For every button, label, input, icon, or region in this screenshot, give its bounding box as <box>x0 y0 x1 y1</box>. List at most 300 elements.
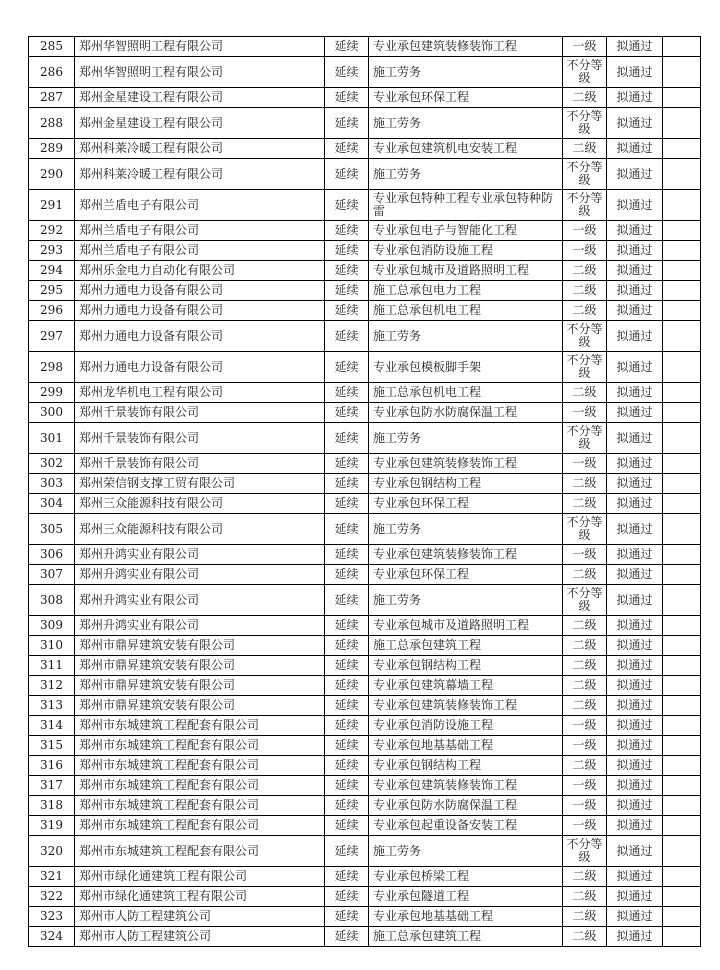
review-result-cell: 拟通过 <box>607 636 663 656</box>
application-type-cell: 延续 <box>325 927 369 947</box>
review-result-cell: 拟通过 <box>607 616 663 636</box>
row-number-cell: 311 <box>29 656 75 676</box>
qualification-scope-cell: 专业承包消防设施工程 <box>369 716 563 736</box>
qualification-scope-cell: 专业承包环保工程 <box>369 494 563 514</box>
remark-cell <box>663 867 701 887</box>
application-type-cell: 延续 <box>325 57 369 88</box>
grade-cell: 二级 <box>563 139 607 159</box>
row-number-cell: 293 <box>29 241 75 261</box>
table-body <box>29 37 701 947</box>
remark-cell <box>663 423 701 454</box>
row-number-cell: 286 <box>29 57 75 88</box>
qualification-scope-cell: 专业承包建筑装修装饰工程 <box>369 545 563 565</box>
remark-cell <box>663 159 701 190</box>
application-type-cell: 延续 <box>325 474 369 494</box>
company-name-cell: 郑州兰盾电子有限公司 <box>75 241 325 261</box>
grade-cell: 二级 <box>563 88 607 108</box>
grade-cell: 一级 <box>563 776 607 796</box>
application-type-cell: 延续 <box>325 836 369 867</box>
review-result-cell: 拟通过 <box>607 221 663 241</box>
review-result-cell: 拟通过 <box>607 352 663 383</box>
table-row <box>29 585 701 616</box>
review-result-cell: 拟通过 <box>607 37 663 57</box>
application-type-cell: 延续 <box>325 383 369 403</box>
remark-cell <box>663 907 701 927</box>
remark-cell <box>663 585 701 616</box>
company-name-cell: 郑州龙华机电工程有限公司 <box>75 383 325 403</box>
review-result-cell: 拟通过 <box>607 836 663 867</box>
application-type-cell: 延续 <box>325 423 369 454</box>
table-row <box>29 139 701 159</box>
qualification-scope-cell: 专业承包电子与智能化工程 <box>369 221 563 241</box>
remark-cell <box>663 565 701 585</box>
review-result-cell: 拟通过 <box>607 108 663 139</box>
remark-cell <box>663 816 701 836</box>
review-result-cell: 拟通过 <box>607 907 663 927</box>
grade-cell: 不分等级 <box>563 57 607 88</box>
remark-cell <box>663 796 701 816</box>
table-row <box>29 454 701 474</box>
application-type-cell: 延续 <box>325 676 369 696</box>
row-number-cell: 287 <box>29 88 75 108</box>
qualification-scope-cell: 专业承包城市及道路照明工程 <box>369 261 563 281</box>
company-name-cell: 郑州市鼎昇建筑安装有限公司 <box>75 656 325 676</box>
table-row <box>29 321 701 352</box>
company-name-cell: 郑州升鸿实业有限公司 <box>75 585 325 616</box>
table-row <box>29 57 701 88</box>
qualification-table-page <box>28 36 700 947</box>
review-result-cell: 拟通过 <box>607 545 663 565</box>
company-name-cell: 郑州力通电力设备有限公司 <box>75 321 325 352</box>
review-result-cell: 拟通过 <box>607 321 663 352</box>
row-number-cell: 292 <box>29 221 75 241</box>
application-type-cell: 延续 <box>325 241 369 261</box>
row-number-cell: 302 <box>29 454 75 474</box>
review-result-cell: 拟通过 <box>607 383 663 403</box>
table-row <box>29 190 701 221</box>
qualification-scope-cell: 施工劳务 <box>369 321 563 352</box>
remark-cell <box>663 321 701 352</box>
company-name-cell: 郑州市东城建筑工程配套有限公司 <box>75 736 325 756</box>
grade-cell: 二级 <box>563 907 607 927</box>
table-row <box>29 616 701 636</box>
application-type-cell: 延续 <box>325 756 369 776</box>
remark-cell <box>663 352 701 383</box>
grade-cell: 二级 <box>563 616 607 636</box>
review-result-cell: 拟通过 <box>607 301 663 321</box>
table-row <box>29 565 701 585</box>
remark-cell <box>663 636 701 656</box>
table-row <box>29 676 701 696</box>
grade-cell: 一级 <box>563 816 607 836</box>
remark-cell <box>663 716 701 736</box>
application-type-cell: 延续 <box>325 636 369 656</box>
table-row <box>29 907 701 927</box>
grade-cell: 二级 <box>563 696 607 716</box>
application-type-cell: 延续 <box>325 281 369 301</box>
application-type-cell: 延续 <box>325 261 369 281</box>
table-row <box>29 403 701 423</box>
qualification-scope-cell: 施工总承包建筑工程 <box>369 636 563 656</box>
remark-cell <box>663 403 701 423</box>
table-row <box>29 383 701 403</box>
review-result-cell: 拟通过 <box>607 514 663 545</box>
table-row <box>29 221 701 241</box>
qualification-scope-cell: 专业承包环保工程 <box>369 88 563 108</box>
company-name-cell: 郑州市绿化通建筑工程有限公司 <box>75 887 325 907</box>
qualification-scope-cell: 专业承包建筑装修装饰工程 <box>369 696 563 716</box>
grade-cell: 一级 <box>563 221 607 241</box>
company-name-cell: 郑州升鸿实业有限公司 <box>75 565 325 585</box>
table-row <box>29 716 701 736</box>
application-type-cell: 延续 <box>325 454 369 474</box>
table-row <box>29 776 701 796</box>
remark-cell <box>663 887 701 907</box>
review-result-cell: 拟通过 <box>607 494 663 514</box>
qualification-scope-cell: 施工总承包电力工程 <box>369 281 563 301</box>
qualification-scope-cell: 施工劳务 <box>369 57 563 88</box>
qualification-scope-cell: 专业承包建筑装修装饰工程 <box>369 776 563 796</box>
remark-cell <box>663 676 701 696</box>
review-result-cell: 拟通过 <box>607 676 663 696</box>
company-name-cell: 郑州千景装饰有限公司 <box>75 454 325 474</box>
remark-cell <box>663 514 701 545</box>
grade-cell: 一级 <box>563 796 607 816</box>
table-row <box>29 867 701 887</box>
application-type-cell: 延续 <box>325 887 369 907</box>
grade-cell: 不分等级 <box>563 159 607 190</box>
row-number-cell: 285 <box>29 37 75 57</box>
company-name-cell: 郑州金星建设工程有限公司 <box>75 108 325 139</box>
qualification-scope-cell: 专业承包建筑机电安装工程 <box>369 139 563 159</box>
company-name-cell: 郑州科莱冷暖工程有限公司 <box>75 139 325 159</box>
application-type-cell: 延续 <box>325 736 369 756</box>
row-number-cell: 319 <box>29 816 75 836</box>
review-result-cell: 拟通过 <box>607 656 663 676</box>
row-number-cell: 298 <box>29 352 75 383</box>
review-result-cell: 拟通过 <box>607 867 663 887</box>
remark-cell <box>663 696 701 716</box>
grade-cell: 不分等级 <box>563 836 607 867</box>
qualification-scope-cell: 专业承包消防设施工程 <box>369 241 563 261</box>
remark-cell <box>663 474 701 494</box>
qualification-scope-cell: 专业承包特种工程专业承包特种防雷 <box>369 190 563 221</box>
row-number-cell: 294 <box>29 261 75 281</box>
grade-cell: 一级 <box>563 454 607 474</box>
grade-cell: 不分等级 <box>563 514 607 545</box>
application-type-cell: 延续 <box>325 159 369 190</box>
grade-cell: 二级 <box>563 756 607 776</box>
company-name-cell: 郑州市东城建筑工程配套有限公司 <box>75 796 325 816</box>
grade-cell: 一级 <box>563 716 607 736</box>
table-row <box>29 656 701 676</box>
grade-cell: 不分等级 <box>563 190 607 221</box>
table-row <box>29 636 701 656</box>
application-type-cell: 延续 <box>325 37 369 57</box>
table-row <box>29 352 701 383</box>
review-result-cell: 拟通过 <box>607 88 663 108</box>
row-number-cell: 316 <box>29 756 75 776</box>
qualification-scope-cell: 施工劳务 <box>369 159 563 190</box>
table-row <box>29 736 701 756</box>
row-number-cell: 300 <box>29 403 75 423</box>
company-name-cell: 郑州市东城建筑工程配套有限公司 <box>75 776 325 796</box>
review-result-cell: 拟通过 <box>607 281 663 301</box>
row-number-cell: 301 <box>29 423 75 454</box>
table-row <box>29 545 701 565</box>
review-result-cell: 拟通过 <box>607 887 663 907</box>
qualification-scope-cell: 施工总承包建筑工程 <box>369 927 563 947</box>
application-type-cell: 延续 <box>325 88 369 108</box>
table-row <box>29 796 701 816</box>
review-result-cell: 拟通过 <box>607 565 663 585</box>
table-row <box>29 241 701 261</box>
application-type-cell: 延续 <box>325 221 369 241</box>
company-name-cell: 郑州市东城建筑工程配套有限公司 <box>75 836 325 867</box>
grade-cell: 不分等级 <box>563 423 607 454</box>
application-type-cell: 延续 <box>325 139 369 159</box>
remark-cell <box>663 776 701 796</box>
review-result-cell: 拟通过 <box>607 776 663 796</box>
remark-cell <box>663 656 701 676</box>
remark-cell <box>663 221 701 241</box>
company-name-cell: 郑州市东城建筑工程配套有限公司 <box>75 816 325 836</box>
row-number-cell: 323 <box>29 907 75 927</box>
grade-cell: 一级 <box>563 37 607 57</box>
table-row <box>29 423 701 454</box>
company-name-cell: 郑州三众能源科技有限公司 <box>75 494 325 514</box>
row-number-cell: 288 <box>29 108 75 139</box>
table-row <box>29 108 701 139</box>
grade-cell: 不分等级 <box>563 352 607 383</box>
row-number-cell: 312 <box>29 676 75 696</box>
qualification-scope-cell: 专业承包防水防腐保温工程 <box>369 796 563 816</box>
application-type-cell: 延续 <box>325 907 369 927</box>
review-result-cell: 拟通过 <box>607 585 663 616</box>
company-name-cell: 郑州升鸿实业有限公司 <box>75 616 325 636</box>
row-number-cell: 309 <box>29 616 75 636</box>
company-name-cell: 郑州兰盾电子有限公司 <box>75 190 325 221</box>
qualification-scope-cell: 施工劳务 <box>369 836 563 867</box>
row-number-cell: 303 <box>29 474 75 494</box>
remark-cell <box>663 736 701 756</box>
qualification-scope-cell: 专业承包地基基础工程 <box>369 736 563 756</box>
grade-cell: 一级 <box>563 545 607 565</box>
grade-cell: 一级 <box>563 241 607 261</box>
table-row <box>29 494 701 514</box>
review-result-cell: 拟通过 <box>607 57 663 88</box>
application-type-cell: 延续 <box>325 545 369 565</box>
qualification-scope-cell: 专业承包建筑装修装饰工程 <box>369 37 563 57</box>
grade-cell: 二级 <box>563 887 607 907</box>
row-number-cell: 308 <box>29 585 75 616</box>
row-number-cell: 289 <box>29 139 75 159</box>
remark-cell <box>663 108 701 139</box>
table-row <box>29 281 701 301</box>
application-type-cell: 延续 <box>325 585 369 616</box>
company-name-cell: 郑州力通电力设备有限公司 <box>75 281 325 301</box>
row-number-cell: 304 <box>29 494 75 514</box>
grade-cell: 二级 <box>563 867 607 887</box>
application-type-cell: 延续 <box>325 656 369 676</box>
qualification-scope-cell: 专业承包环保工程 <box>369 565 563 585</box>
table-row <box>29 816 701 836</box>
grade-cell: 不分等级 <box>563 321 607 352</box>
company-name-cell: 郑州千景装饰有限公司 <box>75 423 325 454</box>
row-number-cell: 307 <box>29 565 75 585</box>
qualification-scope-cell: 施工总承包机电工程 <box>369 301 563 321</box>
row-number-cell: 317 <box>29 776 75 796</box>
grade-cell: 不分等级 <box>563 108 607 139</box>
application-type-cell: 延续 <box>325 514 369 545</box>
remark-cell <box>663 545 701 565</box>
qualification-scope-cell: 专业承包桥梁工程 <box>369 867 563 887</box>
company-name-cell: 郑州升鸿实业有限公司 <box>75 545 325 565</box>
qualification-scope-cell: 专业承包防水防腐保温工程 <box>369 403 563 423</box>
remark-cell <box>663 494 701 514</box>
row-number-cell: 306 <box>29 545 75 565</box>
qualification-scope-cell: 专业承包隧道工程 <box>369 887 563 907</box>
remark-cell <box>663 383 701 403</box>
table-row <box>29 159 701 190</box>
grade-cell: 一级 <box>563 736 607 756</box>
review-result-cell: 拟通过 <box>607 139 663 159</box>
review-result-cell: 拟通过 <box>607 474 663 494</box>
row-number-cell: 290 <box>29 159 75 190</box>
qualification-scope-cell: 专业承包起重设备安装工程 <box>369 816 563 836</box>
company-name-cell: 郑州华智照明工程有限公司 <box>75 37 325 57</box>
review-result-cell: 拟通过 <box>607 696 663 716</box>
qualification-scope-cell: 专业承包建筑幕墙工程 <box>369 676 563 696</box>
grade-cell: 二级 <box>563 494 607 514</box>
table-row <box>29 37 701 57</box>
qualification-scope-cell: 施工总承包机电工程 <box>369 383 563 403</box>
application-type-cell: 延续 <box>325 190 369 221</box>
review-result-cell: 拟通过 <box>607 736 663 756</box>
qualification-scope-cell: 专业承包钢结构工程 <box>369 656 563 676</box>
application-type-cell: 延续 <box>325 696 369 716</box>
remark-cell <box>663 139 701 159</box>
table-row <box>29 474 701 494</box>
application-type-cell: 延续 <box>325 352 369 383</box>
company-name-cell: 郑州市鼎昇建筑安装有限公司 <box>75 676 325 696</box>
row-number-cell: 291 <box>29 190 75 221</box>
row-number-cell: 313 <box>29 696 75 716</box>
grade-cell: 二级 <box>563 636 607 656</box>
grade-cell: 二级 <box>563 261 607 281</box>
qualification-scope-cell: 专业承包建筑装修装饰工程 <box>369 454 563 474</box>
row-number-cell: 310 <box>29 636 75 656</box>
company-name-cell: 郑州三众能源科技有限公司 <box>75 514 325 545</box>
review-result-cell: 拟通过 <box>607 423 663 454</box>
grade-cell: 不分等级 <box>563 585 607 616</box>
company-name-cell: 郑州市鼎昇建筑安装有限公司 <box>75 636 325 656</box>
company-name-cell: 郑州科莱冷暖工程有限公司 <box>75 159 325 190</box>
row-number-cell: 320 <box>29 836 75 867</box>
remark-cell <box>663 88 701 108</box>
table-row <box>29 261 701 281</box>
company-name-cell: 郑州荣信钢支撑工贸有限公司 <box>75 474 325 494</box>
review-result-cell: 拟通过 <box>607 454 663 474</box>
table-row <box>29 756 701 776</box>
qualification-scope-cell: 专业承包地基基础工程 <box>369 907 563 927</box>
remark-cell <box>663 301 701 321</box>
remark-cell <box>663 927 701 947</box>
review-result-cell: 拟通过 <box>607 159 663 190</box>
application-type-cell: 延续 <box>325 321 369 352</box>
review-result-cell: 拟通过 <box>607 816 663 836</box>
application-type-cell: 延续 <box>325 776 369 796</box>
table-row <box>29 887 701 907</box>
remark-cell <box>663 57 701 88</box>
review-result-cell: 拟通过 <box>607 241 663 261</box>
company-name-cell: 郑州金星建设工程有限公司 <box>75 88 325 108</box>
table-row <box>29 836 701 867</box>
remark-cell <box>663 281 701 301</box>
qualification-scope-cell: 专业承包模板脚手架 <box>369 352 563 383</box>
remark-cell <box>663 836 701 867</box>
review-result-cell: 拟通过 <box>607 756 663 776</box>
review-result-cell: 拟通过 <box>607 796 663 816</box>
review-result-cell: 拟通过 <box>607 403 663 423</box>
company-name-cell: 郑州兰盾电子有限公司 <box>75 221 325 241</box>
company-name-cell: 郑州市东城建筑工程配套有限公司 <box>75 716 325 736</box>
row-number-cell: 297 <box>29 321 75 352</box>
grade-cell: 二级 <box>563 474 607 494</box>
company-name-cell: 郑州力通电力设备有限公司 <box>75 352 325 383</box>
review-result-cell: 拟通过 <box>607 716 663 736</box>
qualification-scope-cell: 施工劳务 <box>369 585 563 616</box>
table-row <box>29 301 701 321</box>
table-row <box>29 927 701 947</box>
company-name-cell: 郑州华智照明工程有限公司 <box>75 57 325 88</box>
row-number-cell: 305 <box>29 514 75 545</box>
qualification-scope-cell: 施工劳务 <box>369 108 563 139</box>
company-name-cell: 郑州力通电力设备有限公司 <box>75 301 325 321</box>
table-row <box>29 514 701 545</box>
row-number-cell: 314 <box>29 716 75 736</box>
review-result-cell: 拟通过 <box>607 261 663 281</box>
row-number-cell: 318 <box>29 796 75 816</box>
qualification-scope-cell: 专业承包钢结构工程 <box>369 756 563 776</box>
application-type-cell: 延续 <box>325 716 369 736</box>
qualification-scope-cell: 专业承包钢结构工程 <box>369 474 563 494</box>
application-type-cell: 延续 <box>325 565 369 585</box>
row-number-cell: 315 <box>29 736 75 756</box>
application-type-cell: 延续 <box>325 816 369 836</box>
company-name-cell: 郑州市绿化通建筑工程有限公司 <box>75 867 325 887</box>
row-number-cell: 322 <box>29 887 75 907</box>
company-name-cell: 郑州乐金电力自动化有限公司 <box>75 261 325 281</box>
row-number-cell: 321 <box>29 867 75 887</box>
company-name-cell: 郑州千景装饰有限公司 <box>75 403 325 423</box>
company-name-cell: 郑州市人防工程建筑公司 <box>75 927 325 947</box>
review-result-cell: 拟通过 <box>607 190 663 221</box>
remark-cell <box>663 756 701 776</box>
grade-cell: 二级 <box>563 301 607 321</box>
application-type-cell: 延续 <box>325 867 369 887</box>
remark-cell <box>663 616 701 636</box>
qualification-scope-cell: 专业承包城市及道路照明工程 <box>369 616 563 636</box>
remark-cell <box>663 37 701 57</box>
grade-cell: 一级 <box>563 403 607 423</box>
review-result-cell: 拟通过 <box>607 927 663 947</box>
row-number-cell: 295 <box>29 281 75 301</box>
row-number-cell: 299 <box>29 383 75 403</box>
application-type-cell: 延续 <box>325 796 369 816</box>
grade-cell: 二级 <box>563 927 607 947</box>
application-type-cell: 延续 <box>325 616 369 636</box>
